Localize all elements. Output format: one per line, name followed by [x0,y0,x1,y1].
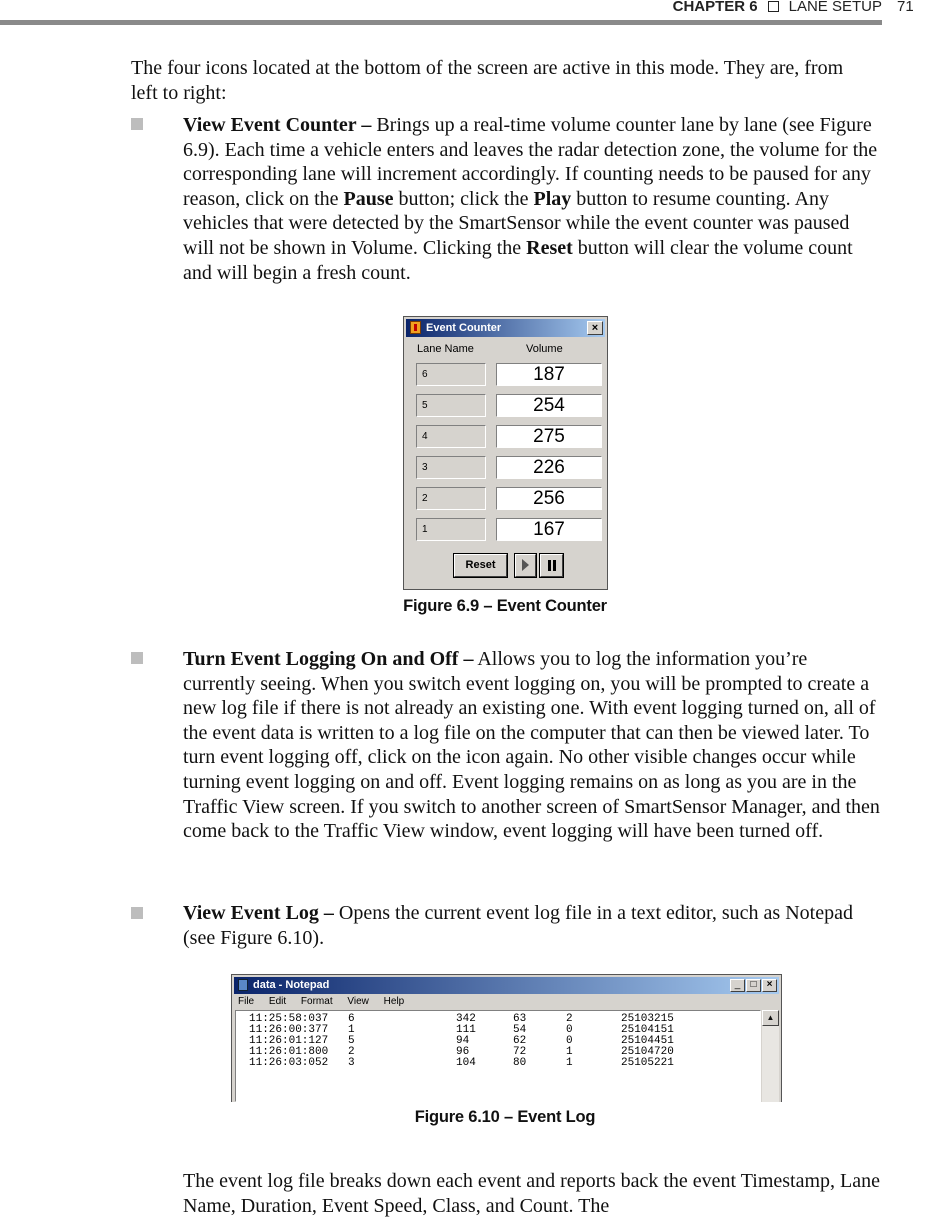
count: 25105221 [621,1057,674,1069]
bullet-view-event-counter [183,113,883,285]
bullet-term: View Event Counter – [183,114,372,136]
duration: 96 [456,1046,470,1058]
lane-name-field: 5 [416,394,486,417]
separator-box-icon [768,1,779,12]
volume-header: Volume [526,343,563,355]
class: 1 [566,1046,573,1058]
timestamp: 11:26:01:800 [249,1046,329,1058]
closing-paragraph: The event log file breaks down each event and reports back the event Timestamp, Lane Name, Duration, Event Speed, Class, and Count. The [183,1170,880,1217]
close-icon[interactable]: × [587,321,603,335]
notepad-title: data - Notepad [253,979,330,991]
class: 1 [566,1057,573,1069]
timestamp: 11:25:58:037 [249,1013,329,1025]
menu-edit[interactable]: Edit [268,996,287,1007]
play-term: Play [533,187,572,210]
lane-name: 5 [348,1035,355,1047]
bullet-text: button will clear the volume count and will begin a fresh count. [183,236,853,284]
speed: 62 [513,1035,527,1047]
volume-field: 187 [496,363,602,386]
lane-name-field: 6 [416,363,486,386]
close-icon[interactable]: × [762,979,777,992]
volume-field: 275 [496,425,602,448]
count: 25103215 [621,1013,674,1025]
figure-6-9-caption: Figure 6.9 – Event Counter [403,597,607,615]
timestamp: 11:26:00:377 [249,1024,329,1036]
bullet-text: Brings up a real-time volume counter lane by lane (see Figure 6.9). Each time a vehicle enters and leaves the radar detection zone, the volume for the corresponding lane will increment accordingly. If counting needs to be paused for any reason, click on the [183,114,878,210]
event-counter-window [403,316,608,590]
notepad-window [231,974,782,1102]
bullet-square-icon [131,118,143,130]
timestamp: 11:26:03:052 [249,1057,329,1069]
bullet-text: button; click the [393,187,534,210]
play-button[interactable] [515,554,536,577]
event-counter-title: Event Counter [426,322,502,334]
header-rule [0,20,882,25]
bullet-term: Turn Event Logging On and Off – [183,648,474,670]
duration: 111 [456,1024,476,1036]
menu-file[interactable]: File [238,996,255,1007]
notepad-titlebar[interactable] [234,977,779,994]
speed: 80 [513,1057,527,1069]
class: 2 [566,1013,573,1025]
class: 0 [566,1035,573,1047]
pause-button[interactable] [540,554,563,577]
menu-help[interactable]: Help [383,996,405,1007]
bullet-square-icon [131,652,143,664]
chapter-label: CHAPTER 6 [672,0,758,15]
figure-6-10-caption: Figure 6.10 – Event Log [414,1108,596,1126]
maximize-icon[interactable]: □ [746,979,761,992]
bullet-square-icon [131,907,143,919]
lane-name: 6 [348,1013,355,1025]
duration: 104 [456,1057,476,1069]
section-label: LANE SETUP [788,0,882,15]
running-header [600,0,882,15]
page-number: 71 [897,0,914,15]
pause-term: Pause [343,187,394,210]
lane-name-field: 4 [416,425,486,448]
minimize-icon[interactable]: _ [730,979,745,992]
volume-field: 167 [496,518,602,541]
volume-field: 226 [496,456,602,479]
vertical-scrollbar[interactable] [762,1010,779,1102]
duration: 94 [456,1035,470,1047]
reset-term: Reset [526,236,573,259]
pause-icon [548,560,551,571]
bullet-text: Allows you to log the information you’re currently seeing. When you switch event logging on, you will be prompted to create a new log file if there is not already an existing one. With event logging turned on, all of the event data is written to a log file on the computer that can then be viewed later. To turn event logging off, click on the icon again. No other visible changes occur while turning event logging on and off. Event logging remains on as long as you are in the Traffic View screen. If you switch to another screen of SmartSensor Manager, and then come back to the Traffic View window, event logging will have been turned off. [183,648,880,843]
bullet-text: Opens the current event log file in a text editor, such as Notepad (see Figure 6.10). [183,902,853,949]
bullet-view-event-log [183,901,883,950]
menu-format[interactable]: Format [300,996,333,1007]
class: 0 [566,1024,573,1036]
lane-name: 2 [348,1046,355,1058]
count: 25104451 [621,1035,674,1047]
notepad-menubar [238,996,416,1007]
lane-name-field: 2 [416,487,486,510]
speed: 54 [513,1024,527,1036]
volume-field: 254 [496,394,602,417]
reset-button[interactable]: Reset [454,554,507,577]
speed: 72 [513,1046,527,1058]
timestamp: 11:26:01:127 [249,1035,329,1047]
bullet-text: button to resume counting. Any vehicles that were detected by the SmartSensor while the event counter was paused will not be shown in Volume. Clicking the [183,187,850,259]
volume-field: 256 [496,487,602,510]
app-icon [410,321,421,334]
play-icon [522,559,529,571]
count: 25104151 [621,1024,674,1036]
intro-paragraph: The four icons located at the bottom of the screen are active in this mode. They are, from left to right: [131,57,844,104]
event-counter-titlebar[interactable] [406,319,605,337]
duration: 342 [456,1013,476,1025]
notepad-text-area[interactable] [235,1010,761,1102]
lane-name-header: Lane Name [417,343,474,355]
scroll-up-icon[interactable]: ▲ [762,1010,779,1026]
lane-name: 1 [348,1024,355,1036]
lane-name-field: 3 [416,456,486,479]
speed: 63 [513,1013,527,1025]
menu-view[interactable]: View [347,996,369,1007]
bullet-event-logging [183,647,883,844]
notepad-icon [238,979,248,991]
lane-name: 3 [348,1057,355,1069]
bullet-term: View Event Log – [183,902,334,924]
lane-name-field: 1 [416,518,486,541]
count: 25104720 [621,1046,674,1058]
